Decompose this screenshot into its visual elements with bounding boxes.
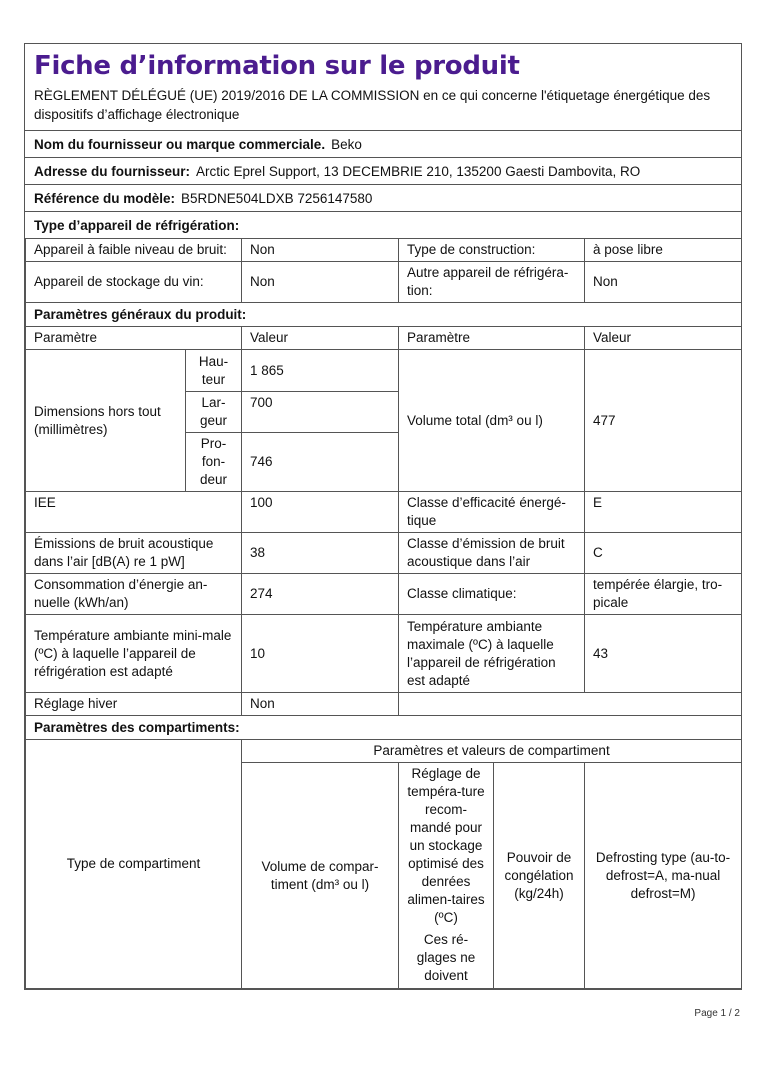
other-appliance-value: Non: [585, 262, 742, 303]
efficiency-class-label: Classe d’efficacité énergé-tique: [399, 492, 585, 533]
compartment-type-label: Type de compartiment: [26, 740, 242, 989]
spec-table: [25, 238, 742, 989]
volume-label: Volume total (dm³ ou l): [399, 350, 585, 492]
compartment-group-header: Paramètres et valeurs de compartiment: [242, 740, 742, 763]
table-row: [26, 239, 742, 262]
winter-label: Réglage hiver: [26, 693, 242, 716]
table-row: [26, 574, 742, 615]
depth-value: 746: [242, 433, 399, 492]
col-value-left: Valeur: [242, 327, 399, 350]
energy-label: Consommation d’énergie an-nuelle (kWh/an): [26, 574, 242, 615]
freezing-capacity-label: Pouvoir de congélation (kg/24h): [494, 763, 585, 989]
noise-value: 38: [242, 533, 399, 574]
table-row: [26, 327, 742, 350]
wine-label: Appareil de stockage du vin:: [26, 262, 242, 303]
model-label: Référence du modèle:: [34, 191, 176, 206]
model-value: B5RDNE504LDXB 7256147580: [181, 191, 373, 206]
volume-value: 477: [585, 350, 742, 492]
low-noise-value: Non: [242, 239, 399, 262]
table-row: [26, 740, 742, 763]
table-row: [26, 693, 742, 716]
col-param-left: Paramètre: [26, 327, 242, 350]
eei-value: 100: [242, 492, 399, 533]
address-value: Arctic Eprel Support, 13 DECEMBRIE 210, 135200 Gaesti Dambovita, RO: [196, 164, 641, 179]
winter-value: Non: [242, 693, 399, 716]
page-title: Fiche d’information sur le produit: [34, 51, 520, 81]
page-number: Page 1 / 2: [694, 1008, 740, 1019]
table-row: [26, 262, 742, 303]
appliance-type-heading: Type d’appareil de réfrigération:: [34, 218, 240, 233]
eei-label: IEE: [26, 492, 242, 533]
col-param-right: Paramètre: [399, 327, 585, 350]
efficiency-class-value: E: [585, 492, 742, 533]
noise-class-value: C: [585, 533, 742, 574]
width-value: 700: [242, 392, 399, 433]
table-row: [26, 350, 742, 392]
address-row: [25, 158, 741, 185]
regulation-text: RÈGLEMENT DÉLÉGUÉ (UE) 2019/2016 DE LA COMMISSION en ce qui concerne l'étiquetage énergétique des dispositifs d’affichage électronique: [25, 84, 741, 131]
supplier-label: Nom du fournisseur ou marque commerciale.: [34, 137, 326, 152]
wine-value: Non: [242, 262, 399, 303]
empty-cell: [399, 693, 742, 716]
table-row: [26, 716, 742, 740]
temperature-setting-text: Réglage de tempéra-ture recom-mandé pour un stockage optimisé des denrées alimen-taires (ºC): [407, 766, 485, 925]
min-temp-value: 10: [242, 615, 399, 693]
compartments-heading: Paramètres des compartiments:: [26, 716, 742, 740]
construction-value: à pose libre: [585, 239, 742, 262]
table-row: [26, 533, 742, 574]
table-row: [26, 303, 742, 327]
model-row: [25, 185, 741, 212]
noise-label: Émissions de bruit acoustique dans l’air [dB(A) re 1 pW]: [26, 533, 242, 574]
depth-label: Pro-fon-deur: [186, 433, 242, 492]
height-label: Hau-teur: [186, 350, 242, 392]
height-value: 1 865: [242, 350, 399, 392]
climate-label: Classe climatique:: [399, 574, 585, 615]
supplier-value: Beko: [331, 137, 362, 152]
energy-value: 274: [242, 574, 399, 615]
min-temp-label: Température ambiante mini-male (ºC) à laquelle l’appareil de réfrigération est adapté: [26, 615, 242, 693]
temperature-setting-label: [399, 763, 494, 989]
max-temp-value: 43: [585, 615, 742, 693]
noise-class-label: Classe d’émission de bruit acoustique dans l’air: [399, 533, 585, 574]
width-label: Lar-geur: [186, 392, 242, 433]
supplier-row: [25, 131, 741, 158]
table-row: [26, 492, 742, 533]
max-temp-label: Température ambiante maximale (ºC) à laquelle l’appareil de réfrigération est adapté: [399, 615, 585, 693]
dimensions-label: Dimensions hors tout (millimètres): [26, 350, 186, 492]
low-noise-label: Appareil à faible niveau de bruit:: [26, 239, 242, 262]
temperature-setting-note: Ces ré-glages ne doivent: [416, 932, 476, 983]
general-heading: Paramètres généraux du produit:: [26, 303, 742, 327]
defrosting-type-label: Defrosting type (au-to-defrost=A, ma-nual defrost=M): [585, 763, 742, 989]
climate-value: tempérée élargie, tro-picale: [585, 574, 742, 615]
compartment-volume-label: Volume de compar-timent (dm³ ou l): [242, 763, 399, 989]
table-row: [26, 615, 742, 693]
address-label: Adresse du fournisseur:: [34, 164, 191, 179]
product-information-sheet: [24, 43, 742, 990]
other-appliance-label: Autre appareil de réfrigéra-tion:: [399, 262, 585, 303]
col-value-right: Valeur: [585, 327, 742, 350]
construction-label: Type de construction:: [399, 239, 585, 262]
